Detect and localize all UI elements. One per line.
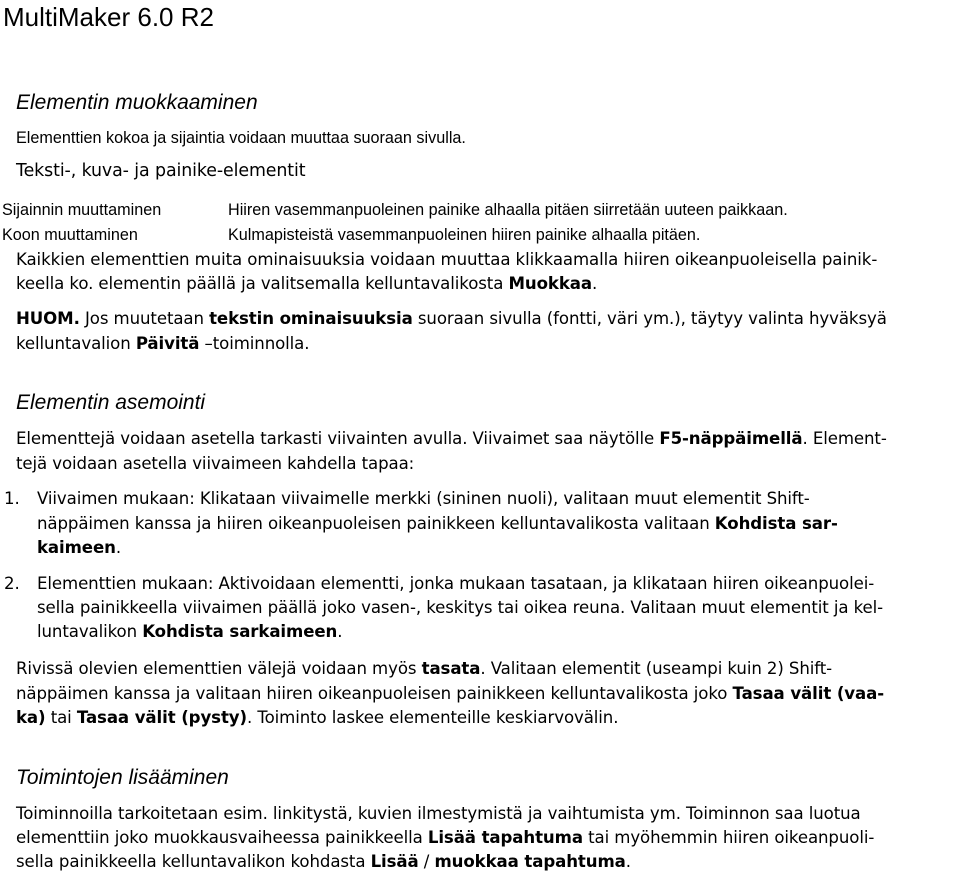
section-heading-toiminnot: Toimintojen lisääminen [16, 766, 229, 789]
section-heading-muokkaaminen: Elementin muokkaaminen [16, 91, 258, 114]
paragraph-line: sella painikkeella kelluntavalikon kohdasta Lisää / muokkaa tapahtuma. [16, 852, 631, 871]
paragraph-line: ka) tai Tasaa välit (pysty). Toiminto laskee elementeille keskiarvovälin. [16, 708, 619, 727]
list-number: 1. [4, 489, 20, 508]
subheading: Teksti-, kuva- ja painike-elementit [16, 161, 306, 181]
list-item-line: kaimeen. [37, 538, 122, 557]
intro-text: Elementtien kokoa ja sijaintia voidaan muuttaa suoraan sivulla. [16, 129, 466, 147]
paragraph-line: elementtiin joko muokkausvaiheessa painikkeella Lisää tapahtuma tai myöhemmin hiiren oikeanpuoli- [16, 828, 875, 847]
row-label-koko: Koon muuttaminen [2, 226, 138, 244]
paragraph-line: Toiminnoilla tarkoitetaan esim. linkitystä, kuvien ilmestymistä ja vaihtumista ym. Toiminnon saa luotua [16, 804, 861, 823]
list-item-line: luntavalikon Kohdista sarkaimeen. [37, 622, 343, 641]
paragraph-line: tejä voidaan asetella viivaimeen kahdella tapaa: [16, 454, 415, 473]
note-line: HUOM. Jos muutetaan tekstin ominaisuuksia suoraan sivulla (fontti, väri ym.), täytyy valinta hyväksyä [16, 309, 887, 328]
list-item-line: näppäimen kanssa ja hiiren oikeanpuoleisen painikkeen kelluntavalikosta valitaan Kohdista sar- [37, 514, 838, 533]
row-text-sijainti: Hiiren vasemmanpuoleinen painike alhaalla pitäen siirretään uuteen paikkaan. [228, 201, 788, 219]
paragraph-line: Kaikkien elementtien muita ominaisuuksia voidaan muuttaa klikkaamalla hiiren oikeanpuoleisella painik- [16, 250, 878, 269]
menu-term-muokkaa: Muokkaa [508, 274, 592, 293]
paragraph-line: Rivissä olevien elementtien välejä voidaan myös tasata. Valitaan elementit (useampi kuin 2) Shift- [16, 659, 833, 678]
list-number: 2. [4, 574, 20, 593]
document-title: MultiMaker 6.0 R2 [3, 2, 214, 32]
row-text-koko: Kulmapisteistä vasemmanpuoleinen hiiren painike alhaalla pitäen. [228, 226, 701, 244]
paragraph-line: keella ko. elementin päällä ja valitsemalla kelluntavalikosta Muokkaa. [16, 274, 598, 293]
note-line: kelluntavalion Päivitä –toiminnolla. [16, 334, 310, 353]
paragraph-line: näppäimen kanssa ja valitaan hiiren oikeanpuoleisen painikkeen kelluntavalikosta joko Tasaa välit (vaa- [16, 684, 885, 703]
list-item-line: Viivaimen mukaan: Klikataan viivaimelle merkki (sininen nuoli), valitaan muut elementit Shift- [37, 489, 810, 508]
list-item-line: Elementtien mukaan: Aktivoidaan elementti, jonka mukaan tasataan, ja klikataan hiiren oikeanpuolei- [37, 574, 875, 593]
row-label-sijainti: Sijainnin muuttaminen [2, 201, 162, 219]
list-item-line: sella painikkeella viivaimen päällä joko vasen-, keskitys tai oikea reuna. Valitaan muut elementit ja kel- [37, 598, 884, 617]
section-heading-asemointi: Elementin asemointi [16, 391, 206, 414]
paragraph-line: Elementtejä voidaan asetella tarkasti viivainten avulla. Viivaimet saa näytölle F5-näppäimellä. Element- [16, 429, 887, 448]
